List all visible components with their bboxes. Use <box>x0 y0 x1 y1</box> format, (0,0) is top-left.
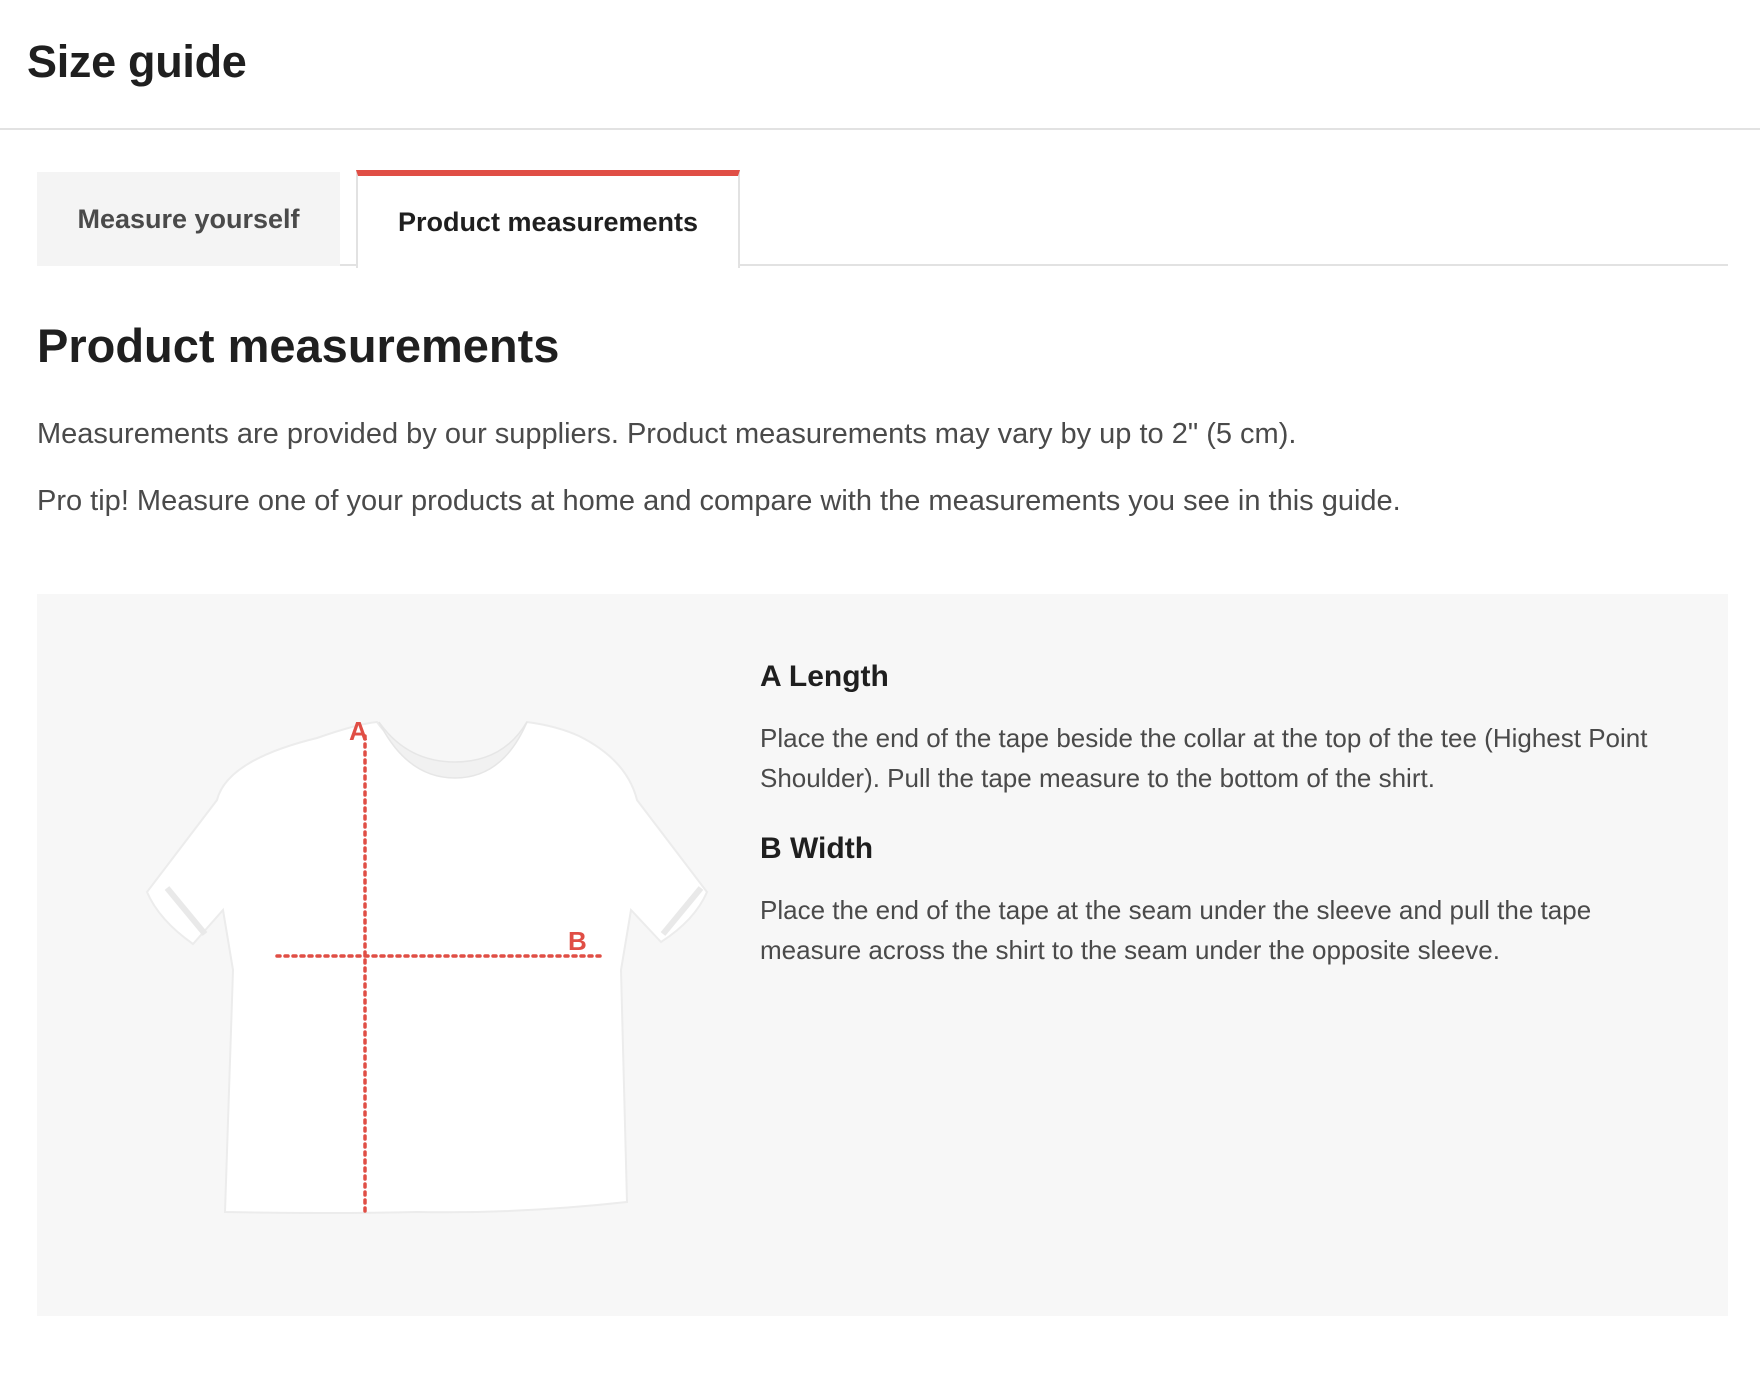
tab-bar <box>37 170 1728 266</box>
measurement-instructions <box>760 660 1660 970</box>
measurement-panel <box>37 594 1728 1316</box>
marker-b: B <box>568 926 587 956</box>
measurement-b-text: Place the end of the tape at the seam under the sleeve and pull the tape measure across the shirt to the seam under the opposite sleeve. <box>760 895 1592 965</box>
pro-tip-text: Pro tip! Measure one of your products at home and compare with the measurements you see in this guide. <box>37 485 1401 517</box>
modal-title: Size guide <box>27 36 247 87</box>
tshirt-icon <box>117 652 717 1252</box>
tab-product-measurements[interactable]: Product measurements <box>356 170 740 268</box>
modal-header <box>0 0 1760 130</box>
description-text: Measurements are provided by our suppliers. Product measurements may vary by up to 2" (5 cm). <box>37 418 1297 450</box>
measurement-a-text: Place the end of the tape beside the collar at the top of the tee (Highest Point Shoulder). Pull the tape measure to the bottom of the shirt. <box>760 723 1648 793</box>
measurement-b-block <box>760 832 1660 970</box>
tshirt-body <box>147 722 707 1213</box>
measurement-a-heading: A Length <box>760 660 889 693</box>
tab-measure-yourself[interactable]: Measure yourself <box>37 172 340 266</box>
measurement-a-block <box>760 660 1660 798</box>
marker-a: A <box>349 716 368 746</box>
measurement-b-heading: B Width <box>760 832 874 865</box>
section-title: Product measurements <box>37 319 560 372</box>
